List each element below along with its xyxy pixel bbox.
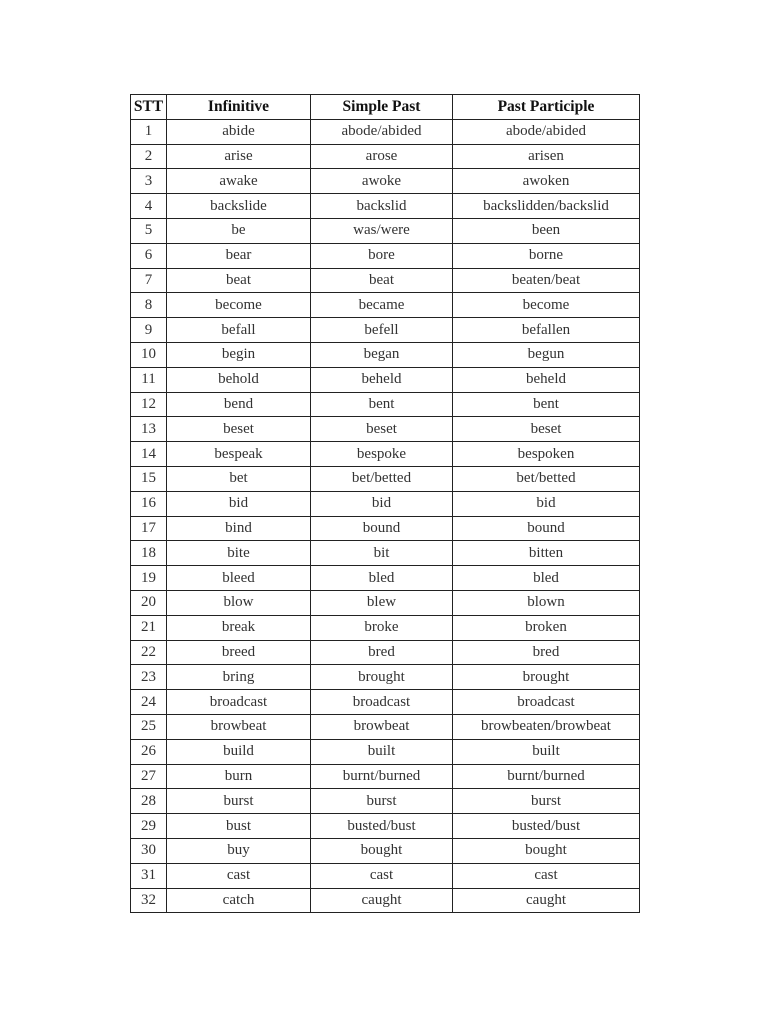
table-row bbox=[131, 169, 640, 194]
table-row bbox=[131, 739, 640, 764]
cell-infinitive: beat bbox=[167, 268, 311, 293]
header-infinitive: Infinitive bbox=[167, 95, 311, 120]
header-past-participle: Past Participle bbox=[453, 95, 640, 120]
table-row bbox=[131, 764, 640, 789]
table-body bbox=[131, 119, 640, 913]
table-row bbox=[131, 218, 640, 243]
cell-past-participle: bred bbox=[453, 640, 640, 665]
cell-infinitive: bet bbox=[167, 466, 311, 491]
cell-past-participle: bound bbox=[453, 516, 640, 541]
cell-simple-past: bore bbox=[311, 243, 453, 268]
cell-stt: 7 bbox=[131, 268, 167, 293]
cell-past-participle: bought bbox=[453, 838, 640, 863]
table-row bbox=[131, 714, 640, 739]
cell-infinitive: build bbox=[167, 739, 311, 764]
cell-stt: 8 bbox=[131, 293, 167, 318]
header-row bbox=[131, 95, 640, 120]
cell-stt: 14 bbox=[131, 442, 167, 467]
cell-stt: 27 bbox=[131, 764, 167, 789]
cell-infinitive: break bbox=[167, 615, 311, 640]
cell-past-participle: brought bbox=[453, 665, 640, 690]
cell-stt: 6 bbox=[131, 243, 167, 268]
cell-stt: 30 bbox=[131, 838, 167, 863]
cell-simple-past: bled bbox=[311, 566, 453, 591]
cell-past-participle: blown bbox=[453, 590, 640, 615]
table-row bbox=[131, 863, 640, 888]
cell-infinitive: burst bbox=[167, 789, 311, 814]
table-row bbox=[131, 516, 640, 541]
cell-simple-past: browbeat bbox=[311, 714, 453, 739]
cell-infinitive: breed bbox=[167, 640, 311, 665]
cell-past-participle: bitten bbox=[453, 541, 640, 566]
cell-simple-past: was/were bbox=[311, 218, 453, 243]
cell-infinitive: broadcast bbox=[167, 690, 311, 715]
table-row bbox=[131, 541, 640, 566]
cell-simple-past: beat bbox=[311, 268, 453, 293]
cell-past-participle: bespoken bbox=[453, 442, 640, 467]
cell-past-participle: bled bbox=[453, 566, 640, 591]
cell-infinitive: bend bbox=[167, 392, 311, 417]
table-row bbox=[131, 293, 640, 318]
cell-infinitive: bring bbox=[167, 665, 311, 690]
cell-infinitive: bespeak bbox=[167, 442, 311, 467]
cell-simple-past: awoke bbox=[311, 169, 453, 194]
table-row bbox=[131, 144, 640, 169]
table-row bbox=[131, 417, 640, 442]
cell-infinitive: begin bbox=[167, 342, 311, 367]
cell-infinitive: backslide bbox=[167, 194, 311, 219]
cell-simple-past: arose bbox=[311, 144, 453, 169]
cell-simple-past: befell bbox=[311, 318, 453, 343]
table-row bbox=[131, 318, 640, 343]
cell-past-participle: burst bbox=[453, 789, 640, 814]
header-simple-past: Simple Past bbox=[311, 95, 453, 120]
cell-past-participle: built bbox=[453, 739, 640, 764]
cell-past-participle: beset bbox=[453, 417, 640, 442]
cell-past-participle: cast bbox=[453, 863, 640, 888]
cell-simple-past: abode/abided bbox=[311, 119, 453, 144]
cell-infinitive: burn bbox=[167, 764, 311, 789]
table-row bbox=[131, 615, 640, 640]
cell-stt: 25 bbox=[131, 714, 167, 739]
cell-infinitive: cast bbox=[167, 863, 311, 888]
table-row bbox=[131, 466, 640, 491]
cell-infinitive: buy bbox=[167, 838, 311, 863]
cell-past-participle: befallen bbox=[453, 318, 640, 343]
cell-stt: 11 bbox=[131, 367, 167, 392]
cell-stt: 18 bbox=[131, 541, 167, 566]
cell-infinitive: be bbox=[167, 218, 311, 243]
table-row bbox=[131, 566, 640, 591]
cell-past-participle: backslidden/backslid bbox=[453, 194, 640, 219]
cell-stt: 13 bbox=[131, 417, 167, 442]
cell-simple-past: beheld bbox=[311, 367, 453, 392]
cell-infinitive: bite bbox=[167, 541, 311, 566]
cell-infinitive: bid bbox=[167, 491, 311, 516]
cell-stt: 31 bbox=[131, 863, 167, 888]
cell-stt: 17 bbox=[131, 516, 167, 541]
cell-infinitive: beset bbox=[167, 417, 311, 442]
irregular-verbs-table bbox=[130, 94, 640, 913]
cell-infinitive: bear bbox=[167, 243, 311, 268]
cell-stt: 1 bbox=[131, 119, 167, 144]
cell-stt: 5 bbox=[131, 218, 167, 243]
cell-simple-past: bought bbox=[311, 838, 453, 863]
cell-past-participle: borne bbox=[453, 243, 640, 268]
table-row bbox=[131, 590, 640, 615]
cell-stt: 12 bbox=[131, 392, 167, 417]
cell-stt: 3 bbox=[131, 169, 167, 194]
table-row bbox=[131, 392, 640, 417]
header-stt: STT bbox=[131, 95, 167, 120]
cell-infinitive: behold bbox=[167, 367, 311, 392]
cell-past-participle: beaten/beat bbox=[453, 268, 640, 293]
cell-simple-past: bespoke bbox=[311, 442, 453, 467]
table-row bbox=[131, 888, 640, 913]
cell-stt: 15 bbox=[131, 466, 167, 491]
cell-simple-past: burnt/burned bbox=[311, 764, 453, 789]
cell-past-participle: arisen bbox=[453, 144, 640, 169]
cell-past-participle: beheld bbox=[453, 367, 640, 392]
cell-past-participle: broken bbox=[453, 615, 640, 640]
cell-infinitive: befall bbox=[167, 318, 311, 343]
cell-stt: 28 bbox=[131, 789, 167, 814]
cell-past-participle: awoken bbox=[453, 169, 640, 194]
cell-simple-past: bet/betted bbox=[311, 466, 453, 491]
table-row bbox=[131, 640, 640, 665]
cell-simple-past: bent bbox=[311, 392, 453, 417]
cell-simple-past: blew bbox=[311, 590, 453, 615]
cell-stt: 9 bbox=[131, 318, 167, 343]
cell-past-participle: burnt/burned bbox=[453, 764, 640, 789]
cell-simple-past: became bbox=[311, 293, 453, 318]
cell-simple-past: backslid bbox=[311, 194, 453, 219]
table-row bbox=[131, 194, 640, 219]
cell-infinitive: abide bbox=[167, 119, 311, 144]
cell-past-participle: been bbox=[453, 218, 640, 243]
cell-simple-past: beset bbox=[311, 417, 453, 442]
cell-infinitive: blow bbox=[167, 590, 311, 615]
cell-simple-past: bit bbox=[311, 541, 453, 566]
table-row bbox=[131, 119, 640, 144]
cell-simple-past: burst bbox=[311, 789, 453, 814]
cell-simple-past: began bbox=[311, 342, 453, 367]
cell-past-participle: bent bbox=[453, 392, 640, 417]
cell-past-participle: bet/betted bbox=[453, 466, 640, 491]
cell-past-participle: abode/abided bbox=[453, 119, 640, 144]
cell-simple-past: bred bbox=[311, 640, 453, 665]
cell-stt: 22 bbox=[131, 640, 167, 665]
cell-stt: 24 bbox=[131, 690, 167, 715]
cell-stt: 23 bbox=[131, 665, 167, 690]
cell-simple-past: broke bbox=[311, 615, 453, 640]
cell-past-participle: broadcast bbox=[453, 690, 640, 715]
table-row bbox=[131, 789, 640, 814]
cell-past-participle: become bbox=[453, 293, 640, 318]
table-row bbox=[131, 814, 640, 839]
cell-stt: 19 bbox=[131, 566, 167, 591]
cell-simple-past: bid bbox=[311, 491, 453, 516]
cell-simple-past: broadcast bbox=[311, 690, 453, 715]
cell-infinitive: browbeat bbox=[167, 714, 311, 739]
cell-past-participle: bid bbox=[453, 491, 640, 516]
cell-past-participle: begun bbox=[453, 342, 640, 367]
cell-infinitive: bleed bbox=[167, 566, 311, 591]
table-header bbox=[131, 95, 640, 120]
table-row bbox=[131, 665, 640, 690]
cell-simple-past: built bbox=[311, 739, 453, 764]
cell-infinitive: bust bbox=[167, 814, 311, 839]
cell-stt: 21 bbox=[131, 615, 167, 640]
cell-stt: 26 bbox=[131, 739, 167, 764]
cell-simple-past: busted/bust bbox=[311, 814, 453, 839]
table-row bbox=[131, 838, 640, 863]
table-row bbox=[131, 491, 640, 516]
cell-stt: 4 bbox=[131, 194, 167, 219]
cell-simple-past: bound bbox=[311, 516, 453, 541]
cell-infinitive: become bbox=[167, 293, 311, 318]
cell-stt: 32 bbox=[131, 888, 167, 913]
cell-stt: 16 bbox=[131, 491, 167, 516]
table-row bbox=[131, 442, 640, 467]
cell-stt: 10 bbox=[131, 342, 167, 367]
table-row bbox=[131, 367, 640, 392]
cell-past-participle: browbeaten/browbeat bbox=[453, 714, 640, 739]
table-row bbox=[131, 342, 640, 367]
cell-simple-past: cast bbox=[311, 863, 453, 888]
table-row bbox=[131, 243, 640, 268]
cell-infinitive: bind bbox=[167, 516, 311, 541]
cell-simple-past: brought bbox=[311, 665, 453, 690]
cell-stt: 20 bbox=[131, 590, 167, 615]
cell-infinitive: arise bbox=[167, 144, 311, 169]
cell-stt: 2 bbox=[131, 144, 167, 169]
cell-infinitive: catch bbox=[167, 888, 311, 913]
table-row bbox=[131, 690, 640, 715]
cell-past-participle: caught bbox=[453, 888, 640, 913]
table-row bbox=[131, 268, 640, 293]
cell-past-participle: busted/bust bbox=[453, 814, 640, 839]
cell-infinitive: awake bbox=[167, 169, 311, 194]
cell-simple-past: caught bbox=[311, 888, 453, 913]
cell-stt: 29 bbox=[131, 814, 167, 839]
